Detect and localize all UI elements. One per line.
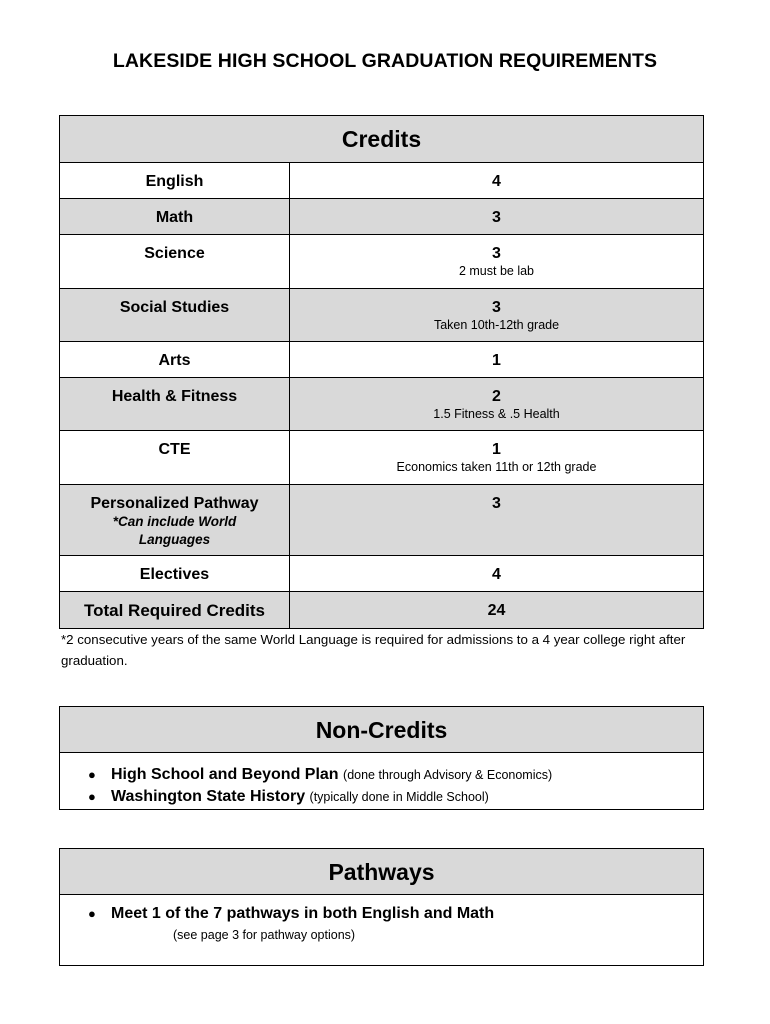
- credit-note: Economics taken 11th or 12th grade: [396, 460, 597, 474]
- credit-value: 1: [492, 352, 501, 369]
- list-item: [60, 764, 703, 786]
- credit-value: 2: [492, 388, 501, 405]
- subject-label: English: [145, 173, 204, 190]
- credit-value: 3: [492, 245, 501, 262]
- pathways-header: Pathways: [60, 849, 703, 895]
- subject-label: Math: [155, 209, 194, 226]
- page-title: LAKESIDE HIGH SCHOOL GRADUATION REQUIREMENTS: [112, 50, 658, 72]
- credits-header: Credits: [60, 116, 703, 162]
- subject-subnote: *Can include World Languages: [112, 514, 237, 547]
- credit-row-science: [60, 235, 703, 289]
- bullet-icon: ●: [88, 767, 96, 782]
- credit-row-personalized-pathway: [60, 485, 703, 556]
- credit-note: 1.5 Fitness & .5 Health: [433, 407, 560, 421]
- total-value: 24: [487, 602, 506, 619]
- subject-label: Social Studies: [119, 299, 230, 316]
- credit-row-electives: [60, 556, 703, 592]
- subject-label: Personalized Pathway: [90, 495, 259, 512]
- subject-label: CTE: [158, 441, 191, 458]
- credit-row-cte: [60, 431, 703, 485]
- item-detail: (typically done in Middle School): [309, 790, 489, 804]
- item-detail: (done through Advisory & Economics): [343, 768, 553, 782]
- list-item: [60, 786, 703, 808]
- subject-label: Health & Fitness: [111, 388, 238, 405]
- bullet-icon: ●: [88, 789, 96, 804]
- credit-row-arts: [60, 342, 703, 378]
- credit-row-social-studies: [60, 289, 703, 342]
- subject-label: Arts: [158, 352, 191, 369]
- credit-note: 2 must be lab: [458, 264, 535, 278]
- credits-table: [59, 115, 704, 629]
- credit-row-total: [60, 592, 703, 628]
- credit-value: 4: [492, 173, 501, 190]
- world-language-footnote: *2 consecutive years of the same World Language is required for admissions to a 4 year college right after graduation.: [61, 632, 686, 668]
- subject-label: Electives: [139, 566, 210, 583]
- item-title: High School and Beyond Plan: [111, 766, 339, 783]
- pathways-box: [59, 848, 704, 966]
- item-title: Meet 1 of the 7 pathways in both English and Math: [111, 905, 495, 922]
- list-item: [60, 903, 703, 925]
- credit-note: Taken 10th-12th grade: [433, 318, 560, 332]
- credit-value: 1: [492, 441, 501, 458]
- non-credits-header: Non-Credits: [60, 707, 703, 753]
- non-credits-box: [59, 706, 704, 810]
- credit-value: 3: [492, 495, 501, 512]
- credit-value: 4: [492, 566, 501, 583]
- bullet-icon: ●: [88, 906, 96, 921]
- total-label: Total Required Credits: [83, 601, 266, 620]
- item-detail: (see page 3 for pathway options): [173, 928, 356, 942]
- credit-row-english: [60, 163, 703, 199]
- item-title: Washington State History: [111, 788, 306, 805]
- credit-row-math: [60, 199, 703, 235]
- credit-value: 3: [492, 209, 501, 226]
- credit-value: 3: [492, 299, 501, 316]
- credit-row-health-fitness: [60, 378, 703, 431]
- subject-label: Science: [144, 245, 205, 262]
